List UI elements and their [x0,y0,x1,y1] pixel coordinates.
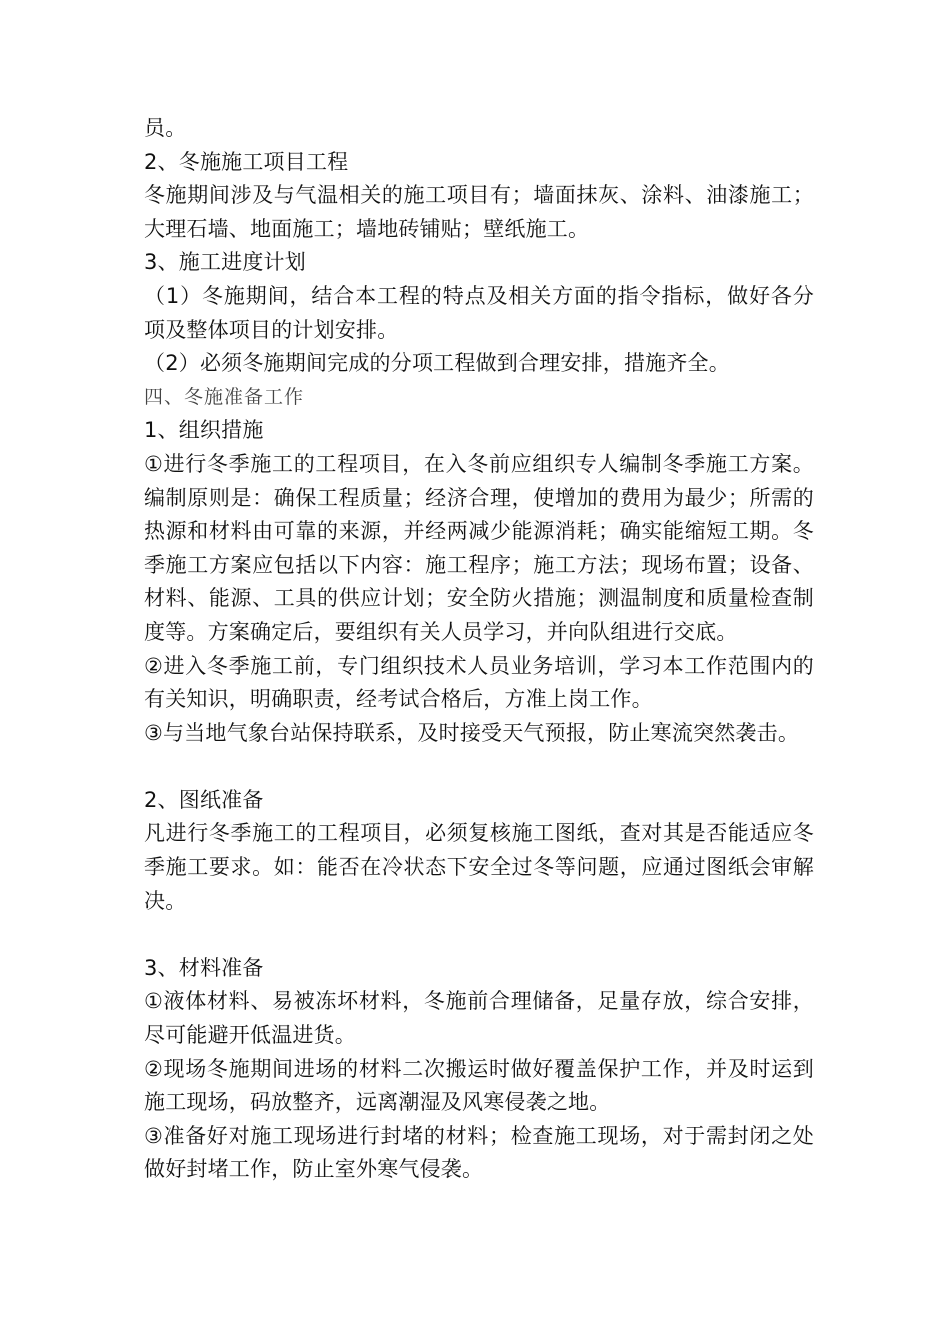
paragraph-materials-3: ③准备好对施工现场进行封堵的材料；检查施工现场，对于需封闭之处做好封堵工作，防止室外寒气侵袭。 [144,1123,814,1182]
paragraph-materials-2: ②现场冬施期间进场的材料二次搬运时做好覆盖保护工作，并及时运到施工现场，码放整齐，远离潮湿及风寒侵袭之地。 [144,1056,814,1115]
chapter-heading-preparation: 四、冬施准备工作 [144,385,305,408]
paragraph-materials-1: ①液体材料、易被冻坏材料，冬施前合理储备，足量存放，综合安排，尽可能避开低温进货。 [144,989,814,1048]
paragraph-drawings: 凡进行冬季施工的工程项目，必须复核施工图纸，查对其是否能适应冬季施工要求。如：能否在冷状态下安全过冬等问题，应通过图纸会审解决。 [144,821,814,913]
paragraph-continuation: 员。 [144,116,187,140]
paragraph-schedule-2: （2）必须冬施期间完成的分项工程做到合理安排，措施齐全。 [144,351,730,376]
blank-line [144,918,814,952]
section-heading-drawings: 2、图纸准备 [144,787,264,812]
paragraph-organization-2: ②进入冬季施工前，专门组织技术人员业务培训，学习本工作范围内的有关知识，明确职责，经考试合格后，方准上岗工作。 [144,653,814,712]
blank-line [144,750,814,784]
document-body [144,112,814,1187]
section-heading-organization: 1、组织措施 [144,418,264,443]
section-heading-construction-items: 2、冬施施工项目工程 [144,149,349,174]
section-heading-materials: 3、材料准备 [144,955,264,980]
paragraph-construction-items: 冬施期间涉及与气温相关的施工项目有；墙面抹灰、涂料、油漆施工；大理石墙、地面施工；墙地砖铺贴；壁纸施工。 [144,183,814,241]
paragraph-organization-3: ③与当地气象台站保持联系，及时接受天气预报，防止寒流突然袭击。 [144,720,800,745]
section-heading-schedule: 3、施工进度计划 [144,250,306,275]
paragraph-organization-1: ①进行冬季施工的工程项目，在入冬前应组织专人编制冬季施工方案。编制原则是：确保工程质量；经济合理，使增加的费用为最少；所需的热源和材料由可靠的来源，并经两减少能源消耗；确实能缩短工期。冬季施工方案应包括以下内容：施工程序；施工方法；现场布置；设备、材料、能源、工具的供应计划；安全防火措施；测温制度和质量检查制度等。方案确定后，要组织有关人员学习，并向队组进行交底。 [144,451,814,644]
paragraph-schedule-1: （1）冬施期间，结合本工程的特点及相关方面的指令指标，做好各分项及整体项目的计划安排。 [144,283,814,342]
